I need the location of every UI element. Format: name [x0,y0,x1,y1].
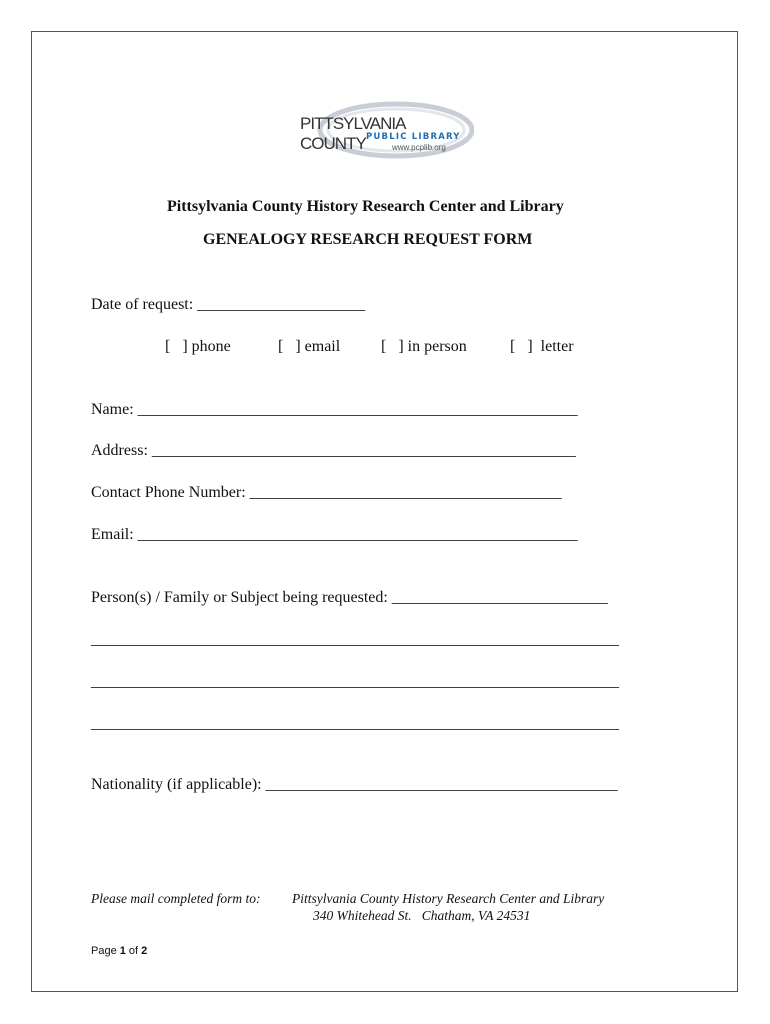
subject-requested-field[interactable]: Person(s) / Family or Subject being requested: ___________________________ [91,589,608,606]
page-of: of [125,945,142,957]
subject-line-2[interactable]: __________________________________________________________________ [91,673,619,690]
nationality-field[interactable]: Nationality (if applicable): ____________________________________________ [91,776,618,793]
mail-label: Please mail completed form to: [91,891,261,906]
address-field[interactable]: Address: _____________________________________________________ [91,442,576,459]
contact-phone-field[interactable]: Contact Phone Number: _______________________________________ [91,484,562,501]
page-current: 1 [119,945,126,957]
mail-recipient: Pittsylvania County History Research Center and Library [292,891,605,906]
logo-url: www.pcplib.org [392,143,446,152]
organization-heading: Pittsylvania County History Research Center and Library [167,198,564,215]
page-number [91,945,147,957]
method-email-checkbox[interactable]: [ ] email [278,338,341,355]
logo-subtitle: PUBLIC LIBRARY [366,132,461,142]
page-total: 2 [141,945,148,957]
subject-line-1[interactable]: __________________________________________________________________ [91,631,619,648]
method-phone-checkbox[interactable]: [ ] phone [165,338,231,355]
subject-line-3[interactable]: __________________________________________________________________ [91,715,619,732]
name-field[interactable]: Name: _______________________________________________________ [91,401,578,418]
date-of-request-field[interactable]: Date of request: _____________________ [91,296,366,313]
form-title: GENEALOGY RESEARCH REQUEST FORM [203,231,533,248]
page-prefix: Page [91,945,120,957]
method-letter-checkbox[interactable]: [ ] letter [510,338,574,355]
document-page [31,31,738,992]
email-field[interactable]: Email: _______________________________________________________ [91,526,578,543]
logo-title: PITTSYLVANIA COUNTY [300,114,405,153]
mail-address: 340 Whitehead St. Chatham, VA 24531 [313,908,531,923]
library-logo [296,92,474,160]
method-in-person-checkbox[interactable]: [ ] in person [381,338,467,355]
